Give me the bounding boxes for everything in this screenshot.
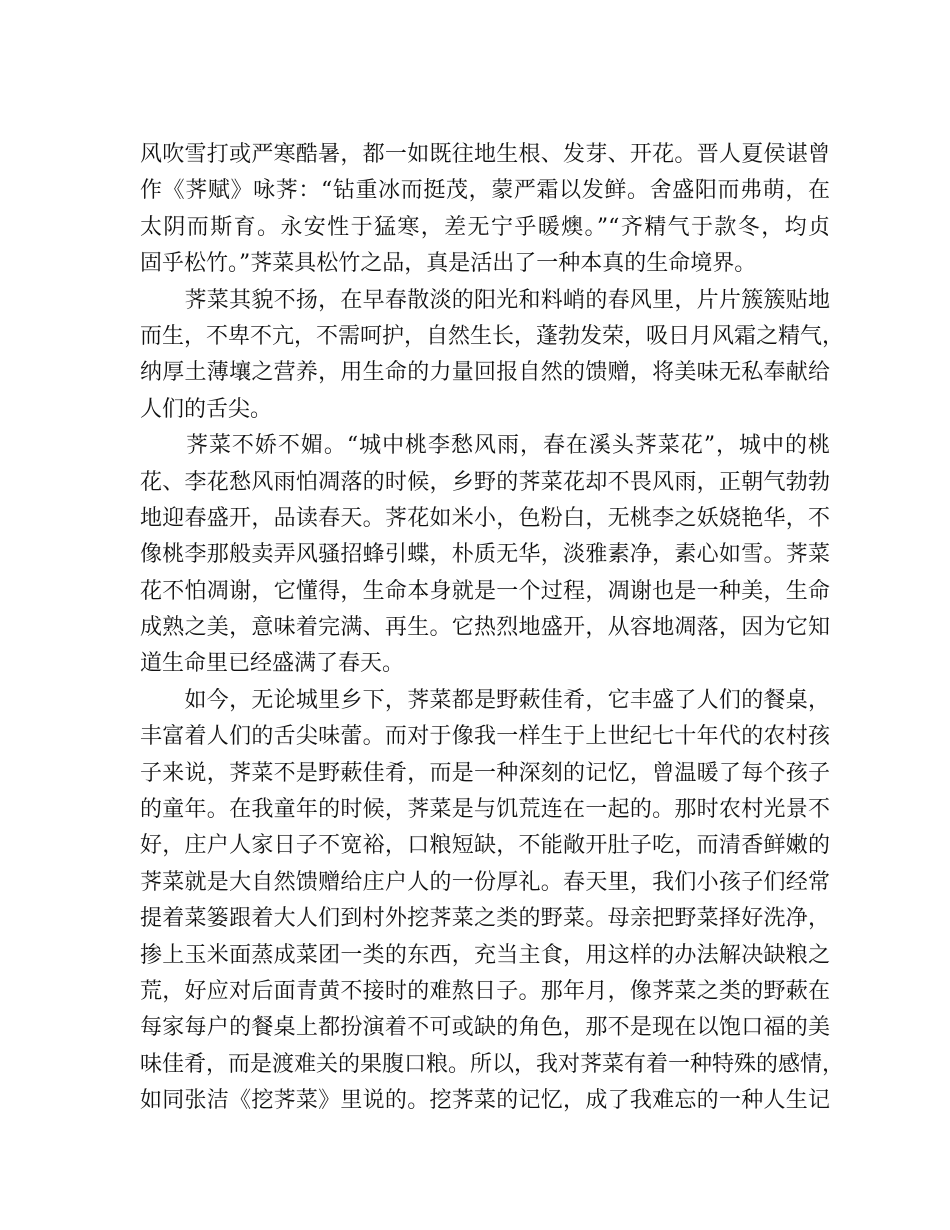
paragraph-3 [140,428,830,683]
text-line: 丰富着人们的舌尖味蕾。而对于像我一样生于上世纪七十年代的农村孩 [140,724,830,750]
text-line: 荠菜其貌不扬，在早春散淡的阳光和料峭的春风里，片片簇簇贴地 [140,287,830,313]
text-line: 成熟之美，意味着完满、再生。它热烈地盛开，从容地凋落，因为它知 [140,615,830,641]
text-line: 纳厚土薄壤之营养，用生命的力量回报自然的馈赠，将美味无私奉献给 [140,360,830,386]
text-line: 道生命里已经盛满了春天。 [140,651,405,677]
text-line: 好，庄户人家日子不宽裕，口粮短缺，不能敞开肚子吃，而清香鲜嫩的 [140,833,830,859]
text-line: 花不怕凋谢，它懂得，生命本身就是一个过程，凋谢也是一种美，生命 [140,578,830,604]
text-line: 人们的舌尖。 [140,396,273,422]
text-line: 花、李花愁风雨怕凋落的时候，乡野的荠菜花却不畏风雨，正朝气勃勃 [140,469,830,495]
article-body [140,137,845,1120]
text-line: 掺上玉米面蒸成菜团一类的东西，充当主食，用这样的办法解决缺粮之 [140,942,830,968]
text-line: 风吹雪打或严寒酷暑，都一如既往地生根、发芽、开花。晋人夏侯谌曾 [140,142,830,167]
text-line: 子来说，荠菜不是野蔌佳肴，而是一种深刻的记忆，曾温暖了每个孩子 [140,760,830,786]
text-line: 太阴而斯育。永安性于猛寒，差无宁乎暖燠。”“齐精气于款冬，均贞 [140,214,830,240]
text-line: 地迎春盛开，品读春天。荠花如米小，色粉白，无桃李之妖娆艳华，不 [140,505,830,531]
paragraph-1 [140,137,830,283]
text-line: 固乎松竹。”荠菜具松竹之品，真是活出了一种本真的生命境界。 [140,251,757,277]
paragraph-2 [140,283,845,429]
text-line: 的童年。在我童年的时候，荠菜是与饥荒连在一起的。那时农村光景不 [140,797,830,823]
text-line: 提着菜篓跟着大人们到村外挖荠菜之类的野菜。母亲把野菜择好洗净， [140,906,830,932]
text-line: 如今，无论城里乡下，荠菜都是野蔌佳肴，它丰盛了人们的餐桌， [140,687,830,713]
text-line: 每家每户的餐桌上都扮演着不可或缺的角色，那不是现在以饱口福的美 [140,1015,830,1041]
text-line: 荠菜就是大自然馈赠给庄户人的一份厚礼。春天里，我们小孩子们经常 [140,869,830,895]
paragraph-4 [140,683,845,1120]
text-line: 荠菜不娇不媚。“城中桃李愁风雨，春在溪头荠菜花”，城中的桃 [140,433,830,459]
text-line: 如同张洁《挖荠菜》里说的。挖荠菜的记忆，成了我难忘的一种人生记 [140,1088,830,1114]
text-line: 而生，不卑不亢，不需呵护，自然生长，蓬勃发荣，吸日月风霜之精气， [140,323,845,349]
text-line: 荒，好应对后面青黄不接时的难熬日子。那年月，像荠菜之类的野蔌在 [140,978,830,1004]
text-line: 像桃李那般卖弄风骚招蜂引蝶，朴质无华，淡雅素净，素心如雪。荠菜 [140,542,830,568]
text-line: 作《荠赋》咏荠：“钻重冰而挺茂，蒙严霜以发鲜。舍盛阳而弗萌，在 [140,178,830,204]
text-line: 味佳肴，而是渡难关的果腹口粮。所以，我对荠菜有着一种特殊的感情， [140,1051,845,1077]
